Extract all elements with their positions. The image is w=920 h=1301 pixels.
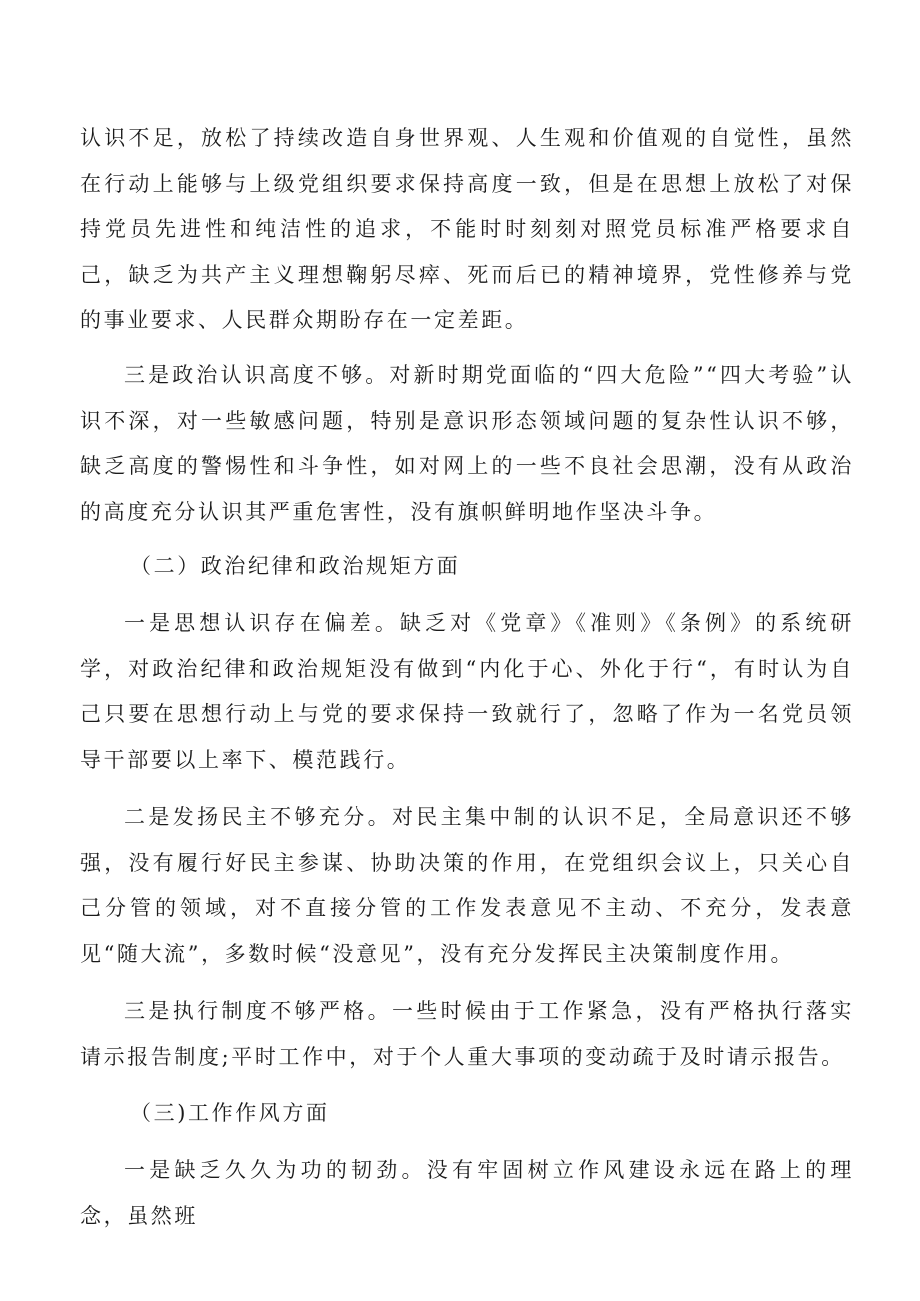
paragraph-ideological-understanding: 一是思想认识存在偏差。缺乏对《党章》《准则》《条例》的系统研学，对政治纪律和政治规矩没有做到“内化于心、外化于行“，有时认为自己只要在思想行动上与党的要求保持一致就行了，忽略了作为一名党员领导干部要以上率下、模范践行。 [80,611,854,772]
section-heading-political-discipline: （二）政治纪律和政治规矩方面 [130,554,461,578]
paragraph-democracy: 二是发扬民主不够充分。对民主集中制的认识不足，全局意识还不够强，没有履行好民主参谋、协助决策的作用，在党组织会议上，只关心自己分管的领域，对不直接分管的工作发表意见不主动、不充分，发表意见“随大流”，多数时候“没意见”，没有充分发挥民主决策制度作用。 [80,805,854,966]
paragraph-persistence: 一是缺乏久久为功的韧劲。没有牢固树立作风建设永远在路上的理念，虽然班 [80,1158,854,1228]
section-heading-work-style: （三)工作作风方面 [130,1101,330,1125]
paragraph-rule-enforcement: 三是执行制度不够严格。一些时候由于工作紧急，没有严格执行落实请示报告制度;平时工作中，对于个人重大事项的变动疏于及时请示报告。 [80,999,854,1069]
paragraph-continued: 认识不足，放松了持续改造自身世界观、人生观和价值观的自觉性，虽然在行动上能够与上级党组织要求保持高度一致，但是在思想上放松了对保持党员先进性和纯洁性的追求，不能时时刻刻对照党员标准严格要求自己，缺乏为共产主义理想鞠躬尽瘁、死而后已的精神境界，党性修养与党的事业要求、人民群众期盼存在一定差距。 [80,126,854,332]
paragraph-political-awareness: 三是政治认识高度不够。对新时期党面临的“四大危险”“四大考验”认识不深，对一些敏感问题，特别是意识形态领域问题的复杂性认识不够，缺乏高度的警惕性和斗争性，如对网上的一些不良社会思潮，没有从政治的高度充分认识其严重危害性，没有旗帜鲜明地作坚决斗争。 [80,363,854,524]
